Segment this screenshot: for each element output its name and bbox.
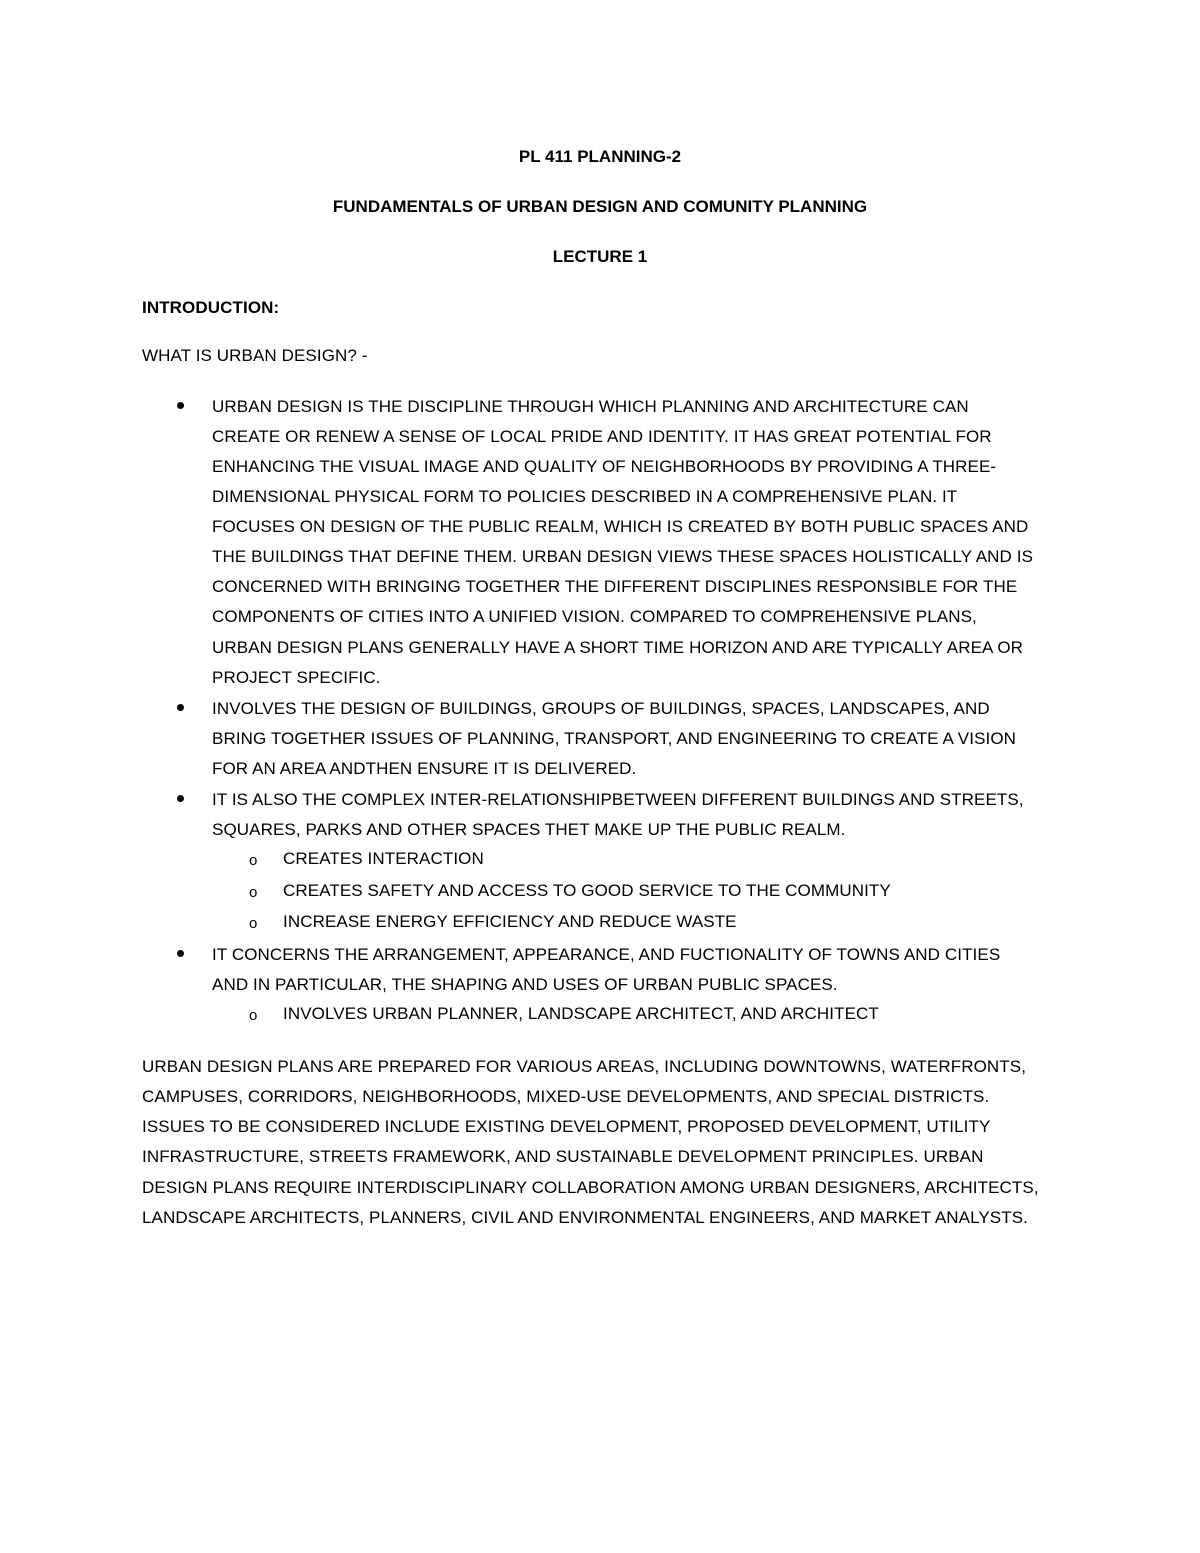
bullet-marker: [177, 950, 184, 957]
bullet-3-line: SQUARES, PARKS AND OTHER SPACES THET MAKE UP THE PUBLIC REALM.: [212, 820, 846, 839]
closing-paragraph-line: URBAN DESIGN PLANS ARE PREPARED FOR VARIOUS AREAS, INCLUDING DOWNTOWNS, WATERFRONTS,: [142, 1057, 1027, 1076]
bullet-marker: [177, 402, 184, 409]
sub-bullet-marker: o: [249, 852, 258, 869]
sub-bullet-marker: o: [249, 884, 258, 901]
subject-title: FUNDAMENTALS OF URBAN DESIGN AND COMUNITY PLANNING: [332, 197, 868, 216]
bullet-4-line: IT CONCERNS THE ARRANGEMENT, APPEARANCE, AND FUCTIONALITY OF TOWNS AND CITIES: [212, 945, 1001, 964]
bullet-1-line: COMPONENTS OF CITIES INTO A UNIFIED VISION. COMPARED TO COMPREHENSIVE PLANS,: [212, 607, 977, 626]
closing-paragraph-line: DESIGN PLANS REQUIRE INTERDISCIPLINARY COLLABORATION AMONG URBAN DESIGNERS, ARCHITECTS,: [142, 1178, 1039, 1197]
sub-item: CREATES SAFETY AND ACCESS TO GOOD SERVICE TO THE COMMUNITY: [283, 881, 891, 900]
bullet-1-line: THE BUILDINGS THAT DEFINE THEM. URBAN DESIGN VIEWS THESE SPACES HOLISTICALLY AND IS: [212, 547, 1034, 566]
closing-paragraph-line: CAMPUSES, CORRIDORS, NEIGHBORHOODS, MIXED-USE DEVELOPMENTS, AND SPECIAL DISTRICTS.: [142, 1087, 990, 1106]
bullet-1-line: CREATE OR RENEW A SENSE OF LOCAL PRIDE AND IDENTITY. IT HAS GREAT POTENTIAL FOR: [212, 427, 992, 446]
sub-item: INCREASE ENERGY EFFICIENCY AND REDUCE WASTE: [283, 912, 737, 931]
bullet-1-line: URBAN DESIGN IS THE DISCIPLINE THROUGH WHICH PLANNING AND ARCHITECTURE CAN: [212, 397, 969, 416]
sub-bullet-marker: o: [249, 1007, 258, 1024]
bullet-2-line: FOR AN AREA ANDTHEN ENSURE IT IS DELIVERED.: [212, 759, 637, 778]
sub-item: INVOLVES URBAN PLANNER, LANDSCAPE ARCHITECT, AND ARCHITECT: [283, 1004, 879, 1023]
closing-paragraph-line: ISSUES TO BE CONSIDERED INCLUDE EXISTING DEVELOPMENT, PROPOSED DEVELOPMENT, UTILITY: [142, 1117, 991, 1136]
bullet-1-line: FOCUSES ON DESIGN OF THE PUBLIC REALM, WHICH IS CREATED BY BOTH PUBLIC SPACES AND: [212, 517, 1029, 536]
bullet-1-line: ENHANCING THE VISUAL IMAGE AND QUALITY OF NEIGHBORHOODS BY PROVIDING A THREE-: [212, 457, 997, 476]
bullet-marker: [177, 704, 184, 711]
bullet-marker: [177, 795, 184, 802]
bullet-1-line: CONCERNED WITH BRINGING TOGETHER THE DIFFERENT DISCIPLINES RESPONSIBLE FOR THE: [212, 577, 1018, 596]
closing-paragraph-line: LANDSCAPE ARCHITECTS, PLANNERS, CIVIL AND ENVIRONMENTAL ENGINEERS, AND MARKET ANALYSTS.: [142, 1208, 1028, 1227]
bullet-1-line: DIMENSIONAL PHYSICAL FORM TO POLICIES DESCRIBED IN A COMPREHENSIVE PLAN. IT: [212, 487, 958, 506]
bullet-3-line: IT IS ALSO THE COMPLEX INTER-RELATIONSHIPBETWEEN DIFFERENT BUILDINGS AND STREETS,: [212, 790, 1024, 809]
bullet-4-line: AND IN PARTICULAR, THE SHAPING AND USES OF URBAN PUBLIC SPACES.: [212, 975, 838, 994]
bullet-1-line: PROJECT SPECIFIC.: [212, 668, 381, 687]
lecture-title: LECTURE 1: [552, 247, 648, 266]
course-title: PL 411 PLANNING-2: [518, 147, 682, 166]
sub-item: CREATES INTERACTION: [283, 849, 484, 868]
closing-paragraph-line: INFRASTRUCTURE, STREETS FRAMEWORK, AND SUSTAINABLE DEVELOPMENT PRINCIPLES. URBAN: [142, 1147, 984, 1166]
bullet-2-line: INVOLVES THE DESIGN OF BUILDINGS, GROUPS OF BUILDINGS, SPACES, LANDSCAPES, AND: [212, 699, 990, 718]
bullet-1-line: URBAN DESIGN PLANS GENERALLY HAVE A SHORT TIME HORIZON AND ARE TYPICALLY AREA OR: [212, 638, 1024, 657]
section-heading: INTRODUCTION:: [142, 298, 280, 317]
bullet-2-line: BRING TOGETHER ISSUES OF PLANNING, TRANSPORT, AND ENGINEERING TO CREATE A VISION: [212, 729, 1017, 748]
sub-bullet-marker: o: [249, 915, 258, 932]
question-line: WHAT IS URBAN DESIGN? -: [142, 346, 368, 365]
